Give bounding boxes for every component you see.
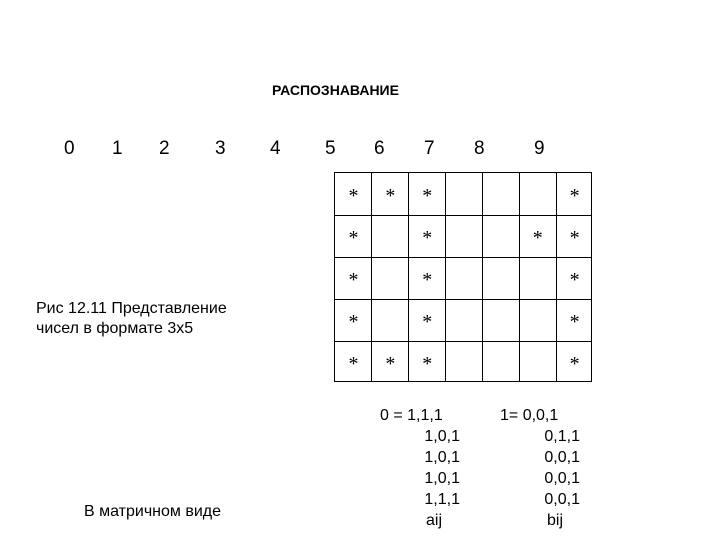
code-one-line: 0,0,1: [544, 449, 580, 466]
grid-cell: [446, 215, 483, 257]
code-one-line: 0,0,1: [544, 491, 580, 508]
grid-cell-mark: *: [348, 269, 359, 291]
grid-cell: [335, 341, 372, 383]
grid-cell: [482, 173, 519, 215]
grid-cell-mark: *: [385, 353, 396, 375]
code-one-label: bij: [546, 512, 563, 529]
grid-cell: [556, 299, 593, 341]
grid-cell: [556, 257, 593, 299]
code-one-line: 0,1,1: [544, 428, 580, 445]
grid-cell: [556, 215, 593, 257]
grid-cell-mark: *: [569, 227, 580, 249]
grid-cell: [409, 299, 446, 341]
digit-0: 0: [64, 138, 75, 159]
grid-cell-mark: *: [569, 311, 580, 333]
code-zero-block: [380, 405, 460, 531]
digit-9: 9: [534, 138, 545, 159]
grid-cell: [409, 173, 446, 215]
digit-7: 7: [424, 138, 435, 159]
figure-caption-line-1: Рис 12.11 Представление: [36, 300, 227, 317]
grid-cell: [335, 173, 372, 215]
grid-cell-mark: *: [422, 227, 433, 249]
code-zero-line: 1,0,1: [424, 470, 460, 487]
grid-cell-mark: *: [569, 185, 580, 207]
grid-cell-mark: *: [348, 227, 359, 249]
grid-cell-mark: *: [385, 185, 396, 207]
digit-5: 5: [325, 138, 336, 159]
grid-cell-mark: *: [532, 227, 543, 249]
grid-cell: [372, 215, 409, 257]
grid-cell: [556, 173, 593, 215]
grid-cell: [446, 299, 483, 341]
digit-4: 4: [270, 138, 281, 159]
grid-cell: [519, 257, 556, 299]
grid-cell: [482, 257, 519, 299]
grid-cell-mark: *: [422, 185, 433, 207]
grid-cell: [335, 299, 372, 341]
grid-cell: [482, 341, 519, 383]
code-one-line: 1= 0,0,1: [500, 407, 559, 424]
grid-cell-mark: *: [569, 353, 580, 375]
grid-cell: [372, 173, 409, 215]
slide-title: РАСПОЗНАВАНИЕ: [272, 82, 399, 98]
grid-cell-mark: *: [422, 311, 433, 333]
code-zero-line: 1,0,1: [424, 428, 460, 445]
digit-1: 1: [112, 138, 123, 159]
grid-cell: [409, 257, 446, 299]
code-one-line: 0,0,1: [544, 470, 580, 487]
digit-6: 6: [374, 138, 385, 159]
grid-cell: [519, 173, 556, 215]
grid-cell: [372, 299, 409, 341]
grid-cell: [519, 299, 556, 341]
code-zero-line: 0 = 1,1,1: [380, 407, 443, 424]
grid-cell: [446, 257, 483, 299]
digit-2: 2: [159, 138, 170, 159]
grid-cell-mark: *: [348, 185, 359, 207]
code-one-block: [500, 405, 580, 531]
grid-cell: [372, 257, 409, 299]
grid-cell: [372, 341, 409, 383]
grid-cell: [519, 341, 556, 383]
code-zero-line: 1,0,1: [424, 449, 460, 466]
grid-cell: [335, 215, 372, 257]
digit-matrix-grid: [334, 172, 592, 382]
grid-cell-mark: *: [422, 353, 433, 375]
grid-cell: [482, 299, 519, 341]
grid-cell: [409, 341, 446, 383]
figure-caption-line-2: чисел в формате 3х5: [36, 320, 194, 337]
grid-cell-mark: *: [422, 269, 433, 291]
grid-cell: [519, 215, 556, 257]
grid-cell: [446, 173, 483, 215]
digit-3: 3: [215, 138, 226, 159]
grid-cell-mark: *: [348, 353, 359, 375]
grid-cell: [556, 341, 593, 383]
matrix-form-label: В матричном виде: [84, 503, 222, 520]
code-zero-label: aij: [425, 512, 442, 529]
grid-cell: [482, 215, 519, 257]
digit-8: 8: [474, 138, 485, 159]
grid-cell: [409, 215, 446, 257]
figure-caption: [36, 299, 227, 339]
grid-cell: [446, 341, 483, 383]
grid-cell-mark: *: [348, 311, 359, 333]
grid-cell: [335, 257, 372, 299]
grid-cell-mark: *: [569, 269, 580, 291]
code-zero-line: 1,1,1: [424, 491, 460, 508]
